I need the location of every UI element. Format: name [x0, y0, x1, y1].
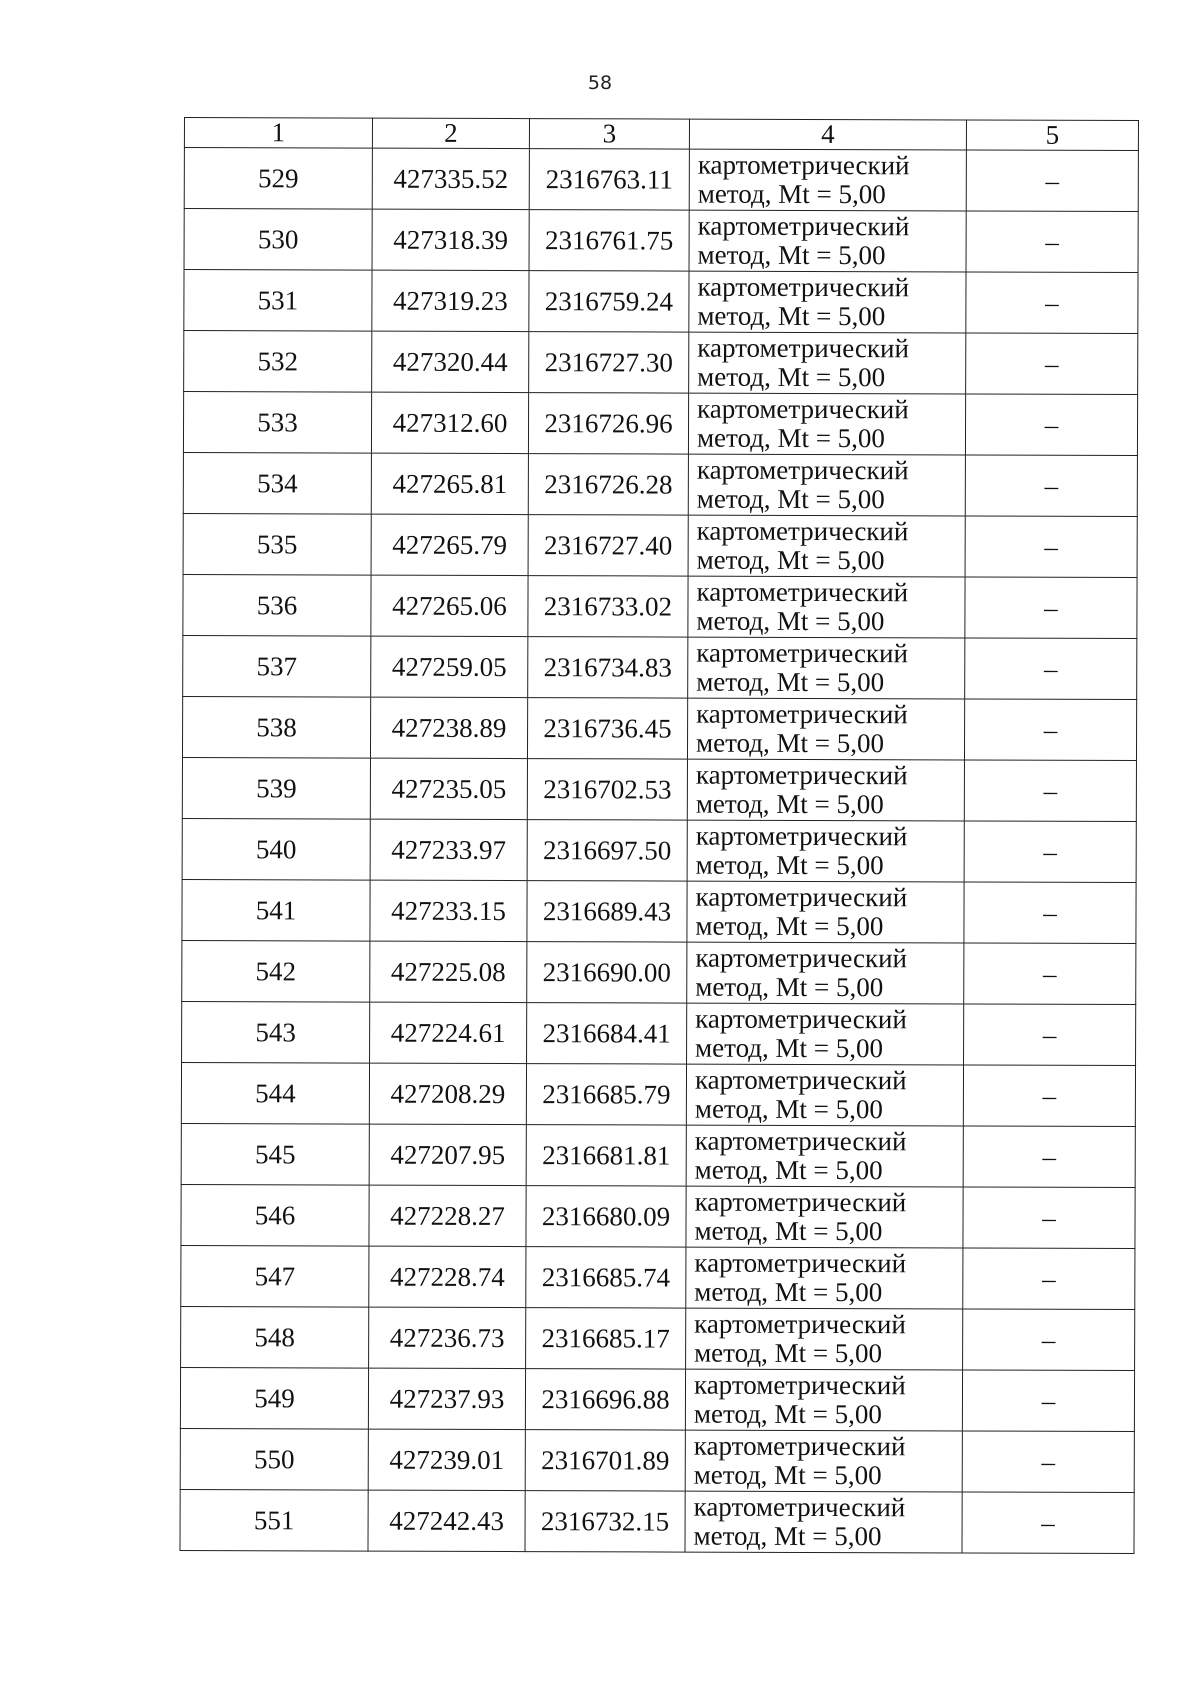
method-cell: [688, 454, 965, 516]
method-cell: [687, 1003, 964, 1065]
y-coordinate-cell: 2316684.41: [527, 1003, 687, 1065]
method-line-1: картометрический: [695, 1003, 907, 1035]
table-row: [180, 1367, 1134, 1431]
x-coordinate-cell: 427319.23: [372, 270, 529, 331]
x-coordinate-cell: 427238.89: [370, 697, 527, 758]
table-row: [181, 1184, 1135, 1248]
table-row: [182, 696, 1136, 760]
y-coordinate-cell: 2316763.11: [529, 149, 689, 211]
method-cell: [687, 881, 964, 943]
method-cell: [688, 393, 965, 455]
method-cell: [685, 1369, 962, 1431]
x-coordinate-cell: 427237.93: [368, 1368, 525, 1429]
y-coordinate-cell: 2316685.74: [526, 1247, 686, 1309]
y-coordinate-cell: 2316680.09: [526, 1186, 686, 1248]
method-line-1: картометрический: [696, 515, 909, 547]
method-line-2: метод, Mt = 5,00: [696, 422, 886, 454]
method-line-1: картометрический: [696, 454, 909, 486]
y-coordinate-cell: 2316734.83: [528, 637, 688, 699]
method-line-1: картометрический: [694, 1125, 907, 1157]
point-number-cell: 540: [182, 818, 370, 880]
method-line-2: метод, Mt = 5,00: [697, 300, 886, 332]
y-coordinate-cell: 2316697.50: [527, 820, 687, 882]
point-number-cell: 547: [181, 1245, 369, 1307]
table-row: [184, 148, 1138, 212]
y-coordinate-cell: 2316759.24: [529, 271, 689, 333]
method-line-2: метод, Mt = 5,00: [693, 1398, 882, 1430]
method-cell: [687, 759, 964, 821]
point-number-cell: 537: [183, 635, 371, 697]
point-number-cell: 535: [183, 513, 371, 575]
x-coordinate-cell: 427235.05: [370, 758, 527, 819]
table-body: [180, 148, 1138, 1554]
method-cell: [689, 210, 966, 272]
method-line-2: метод, Mt = 5,00: [695, 1032, 884, 1064]
note-cell: –: [964, 882, 1136, 944]
method-line-2: метод, Mt = 5,00: [695, 910, 884, 942]
y-coordinate-cell: 2316690.00: [527, 942, 687, 1004]
method-cell: [686, 1186, 963, 1248]
y-coordinate-cell: 2316727.40: [528, 515, 688, 577]
table-row: [182, 879, 1136, 943]
x-coordinate-cell: 427236.73: [369, 1307, 526, 1368]
point-number-cell: 529: [184, 148, 372, 210]
y-coordinate-cell: 2316736.45: [527, 698, 687, 760]
table-row: [182, 818, 1136, 882]
point-number-cell: 550: [180, 1428, 368, 1490]
y-coordinate-cell: 2316685.79: [526, 1064, 686, 1126]
point-number-cell: 542: [182, 940, 370, 1002]
y-coordinate-cell: 2316726.28: [528, 454, 688, 516]
note-cell: –: [965, 394, 1137, 456]
x-coordinate-cell: 427312.60: [371, 392, 528, 453]
method-cell: [686, 1308, 963, 1370]
note-cell: –: [964, 821, 1136, 883]
column-header-1: 1: [184, 118, 372, 149]
method-line-1: картометрический: [695, 820, 908, 852]
method-line-1: картометрический: [694, 1308, 906, 1340]
y-coordinate-cell: 2316761.75: [529, 210, 689, 272]
method-line-1: картометрический: [697, 149, 910, 181]
method-cell: [688, 637, 965, 699]
method-cell: [685, 1491, 962, 1553]
note-cell: –: [963, 1309, 1135, 1371]
y-coordinate-cell: 2316696.88: [525, 1369, 685, 1431]
table-row: [182, 940, 1136, 1004]
note-cell: –: [965, 638, 1137, 700]
method-line-1: картометрический: [693, 1491, 906, 1523]
note-cell: –: [964, 943, 1136, 1005]
y-coordinate-cell: 2316702.53: [527, 759, 687, 821]
note-cell: –: [966, 272, 1138, 334]
y-coordinate-cell: 2316733.02: [528, 576, 688, 638]
note-cell: –: [964, 699, 1136, 761]
x-coordinate-cell: 427318.39: [372, 209, 529, 270]
method-line-1: картометрический: [693, 1369, 906, 1401]
method-line-2: метод, Mt = 5,00: [695, 727, 885, 759]
x-coordinate-cell: 427228.27: [369, 1185, 526, 1246]
y-coordinate-cell: 2316681.81: [526, 1125, 686, 1187]
table-row: [183, 392, 1137, 456]
note-cell: –: [964, 1004, 1136, 1066]
method-line-1: картометрический: [694, 1064, 907, 1096]
method-line-2: метод, Mt = 5,00: [694, 1093, 883, 1125]
column-header-5: 5: [966, 120, 1138, 151]
method-line-2: метод, Mt = 5,00: [694, 1215, 883, 1247]
method-line-2: метод, Mt = 5,00: [694, 1154, 883, 1186]
y-coordinate-cell: 2316701.89: [525, 1430, 685, 1492]
method-line-1: картометрический: [697, 210, 910, 242]
x-coordinate-cell: 427224.61: [370, 1002, 527, 1063]
table-row: [182, 1001, 1136, 1065]
x-coordinate-cell: 427265.81: [371, 453, 528, 514]
method-line-2: метод, Mt = 5,00: [696, 544, 885, 576]
point-number-cell: 543: [182, 1001, 370, 1063]
method-line-2: метод, Mt = 5,00: [697, 178, 886, 210]
method-cell: [689, 149, 966, 211]
method-line-1: картометрический: [695, 881, 908, 913]
method-line-2: метод, Mt = 5,00: [693, 1520, 882, 1552]
method-cell: [686, 1064, 963, 1126]
point-number-cell: 544: [181, 1062, 369, 1124]
method-cell: [687, 820, 964, 882]
method-line-2: метод, Mt = 5,00: [694, 1276, 883, 1308]
method-line-2: метод, Mt = 5,00: [697, 239, 886, 271]
point-number-cell: 545: [181, 1123, 369, 1185]
x-coordinate-cell: 427335.52: [372, 148, 529, 209]
table-row: [183, 513, 1137, 577]
table-row: [181, 1306, 1135, 1370]
table-row: [181, 1062, 1135, 1126]
method-line-1: картометрический: [696, 637, 909, 669]
method-line-1: картометрический: [695, 942, 908, 974]
method-line-1: картометрический: [697, 271, 910, 303]
method-cell: [686, 1125, 963, 1187]
point-number-cell: 546: [181, 1184, 369, 1246]
method-line-2: метод, Mt = 5,00: [695, 849, 884, 881]
point-number-cell: 534: [183, 452, 371, 514]
table-row: [181, 1245, 1135, 1309]
method-cell: [689, 271, 966, 333]
x-coordinate-cell: 427242.43: [368, 1490, 525, 1551]
point-number-cell: 549: [180, 1367, 368, 1429]
method-line-2: метод, Mt = 5,00: [693, 1459, 882, 1491]
column-header-2: 2: [372, 118, 529, 148]
table-row: [180, 1428, 1134, 1492]
note-cell: –: [964, 760, 1136, 822]
method-cell: [688, 576, 965, 638]
y-coordinate-cell: 2316727.30: [529, 332, 689, 394]
table-row: [182, 757, 1136, 821]
x-coordinate-cell: 427265.79: [371, 514, 528, 575]
method-line-2: метод, Mt = 5,00: [695, 788, 884, 820]
note-cell: –: [963, 1065, 1135, 1127]
table-row: [181, 1123, 1135, 1187]
method-line-1: картометрический: [693, 1430, 906, 1462]
note-cell: –: [963, 1187, 1135, 1249]
method-line-1: картометрический: [697, 332, 909, 364]
method-cell: [687, 942, 964, 1004]
note-cell: –: [965, 577, 1137, 639]
x-coordinate-cell: 427233.97: [370, 819, 527, 880]
y-coordinate-cell: 2316685.17: [526, 1308, 686, 1370]
table-row: [184, 270, 1138, 334]
table-row: [183, 452, 1137, 516]
table-row: [183, 635, 1137, 699]
method-cell: [685, 1430, 962, 1492]
page-number: 58: [587, 72, 613, 94]
table-row: [180, 1489, 1134, 1553]
header-row: [184, 118, 1138, 151]
point-number-cell: 541: [182, 879, 370, 941]
method-line-2: метод, Mt = 5,00: [695, 971, 884, 1003]
method-line-1: картометрический: [696, 698, 908, 730]
note-cell: –: [963, 1126, 1135, 1188]
method-cell: [687, 698, 964, 760]
table-row: [184, 331, 1138, 395]
point-number-cell: 532: [184, 331, 372, 393]
x-coordinate-cell: 427259.05: [371, 636, 528, 697]
y-coordinate-cell: 2316732.15: [525, 1491, 685, 1553]
method-line-1: картометрический: [695, 759, 908, 791]
table-row: [183, 574, 1137, 638]
method-cell: [686, 1247, 963, 1309]
method-line-1: картометрический: [697, 393, 909, 425]
point-number-cell: 538: [182, 696, 370, 758]
method-line-2: метод, Mt = 5,00: [696, 605, 885, 637]
note-cell: –: [963, 1248, 1135, 1310]
note-cell: –: [965, 455, 1137, 517]
note-cell: –: [966, 333, 1138, 395]
method-cell: [688, 515, 965, 577]
method-line-2: метод, Mt = 5,00: [696, 483, 885, 515]
table-header: [184, 118, 1138, 151]
x-coordinate-cell: 427225.08: [370, 941, 527, 1002]
note-cell: –: [966, 150, 1138, 212]
point-number-cell: 551: [180, 1489, 368, 1551]
method-line-2: метод, Mt = 5,00: [697, 361, 886, 393]
x-coordinate-cell: 427207.95: [369, 1124, 526, 1185]
note-cell: –: [962, 1370, 1134, 1432]
point-number-cell: 536: [183, 574, 371, 636]
method-line-2: метод, Mt = 5,00: [696, 666, 885, 698]
method-cell: [689, 332, 966, 394]
y-coordinate-cell: 2316726.96: [528, 393, 688, 455]
note-cell: –: [966, 211, 1138, 273]
point-number-cell: 539: [182, 757, 370, 819]
x-coordinate-cell: 427233.15: [370, 880, 527, 941]
note-cell: –: [962, 1492, 1134, 1554]
note-cell: –: [965, 516, 1137, 578]
method-line-2: метод, Mt = 5,00: [694, 1337, 883, 1369]
method-line-1: картометрический: [694, 1247, 907, 1279]
x-coordinate-cell: 427208.29: [369, 1063, 526, 1124]
x-coordinate-cell: 427228.74: [369, 1246, 526, 1307]
x-coordinate-cell: 427239.01: [368, 1429, 525, 1490]
note-cell: –: [962, 1431, 1134, 1493]
method-line-1: картометрический: [694, 1186, 907, 1218]
point-number-cell: 531: [184, 270, 372, 332]
x-coordinate-cell: 427265.06: [371, 575, 528, 636]
column-header-3: 3: [529, 119, 689, 150]
point-number-cell: 530: [184, 209, 372, 271]
coordinates-table: [179, 117, 1139, 1554]
method-line-1: картометрический: [696, 576, 909, 608]
x-coordinate-cell: 427320.44: [372, 331, 529, 392]
column-header-4: 4: [689, 119, 966, 150]
y-coordinate-cell: 2316689.43: [527, 881, 687, 943]
table-row: [184, 209, 1138, 273]
point-number-cell: 548: [181, 1306, 369, 1368]
point-number-cell: 533: [183, 392, 371, 454]
